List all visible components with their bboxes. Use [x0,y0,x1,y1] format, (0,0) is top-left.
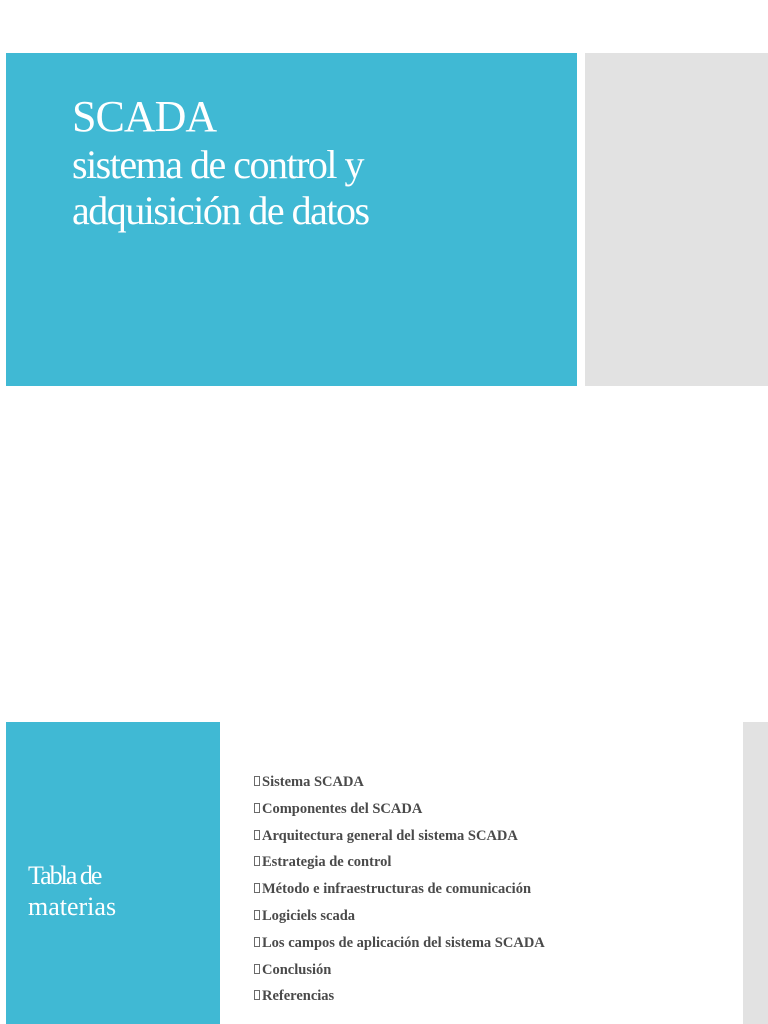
toc-item-label: Componentes del SCADA [262,800,423,817]
bullet-box-icon [254,964,260,974]
toc-item-label: Conclusión [262,961,332,978]
toc-item [254,905,545,932]
toc-item [254,959,545,986]
toc-item [254,771,545,798]
toc-item [254,932,545,959]
title-slide-text [72,92,562,234]
bullet-box-icon [254,830,260,840]
bullet-box-icon [254,990,260,1000]
bullet-box-icon [254,910,260,920]
title-slide-side-panel [585,53,768,386]
toc-item-label: Arquitectura general del sistema SCADA [262,827,518,844]
toc-item [254,878,545,905]
toc-item-label: Referencias [262,988,335,1005]
toc-heading-line-2: materias [28,892,117,921]
toc-item-label: Estrategia de control [262,854,392,871]
toc-slide-side-panel [743,722,768,1024]
toc-item [254,985,545,1012]
toc-item [254,825,545,852]
bullet-box-icon [254,803,260,813]
bullet-box-icon [254,883,260,893]
toc-item [254,851,545,878]
toc-list [254,771,545,1012]
toc-item-label: Sistema SCADA [262,774,364,790]
slide-subtitle-line-2: adquisición de datos [72,188,369,233]
toc-item-label: Logiciels scada [262,907,356,924]
toc-item-label: Los campos de aplicación del sistema SCADA [262,934,545,951]
slide-subtitle-line-1: sistema de control y [72,142,364,187]
toc-item-label: Método e infraestructuras de comunicación [262,881,532,898]
slide-title: SCADA [72,92,217,141]
toc-item [254,798,545,825]
toc-heading [28,860,213,922]
bullet-box-icon [254,937,260,947]
toc-heading-line-1: Tabla de [28,861,101,890]
bullet-box-icon [254,776,260,786]
bullet-box-icon [254,856,260,866]
